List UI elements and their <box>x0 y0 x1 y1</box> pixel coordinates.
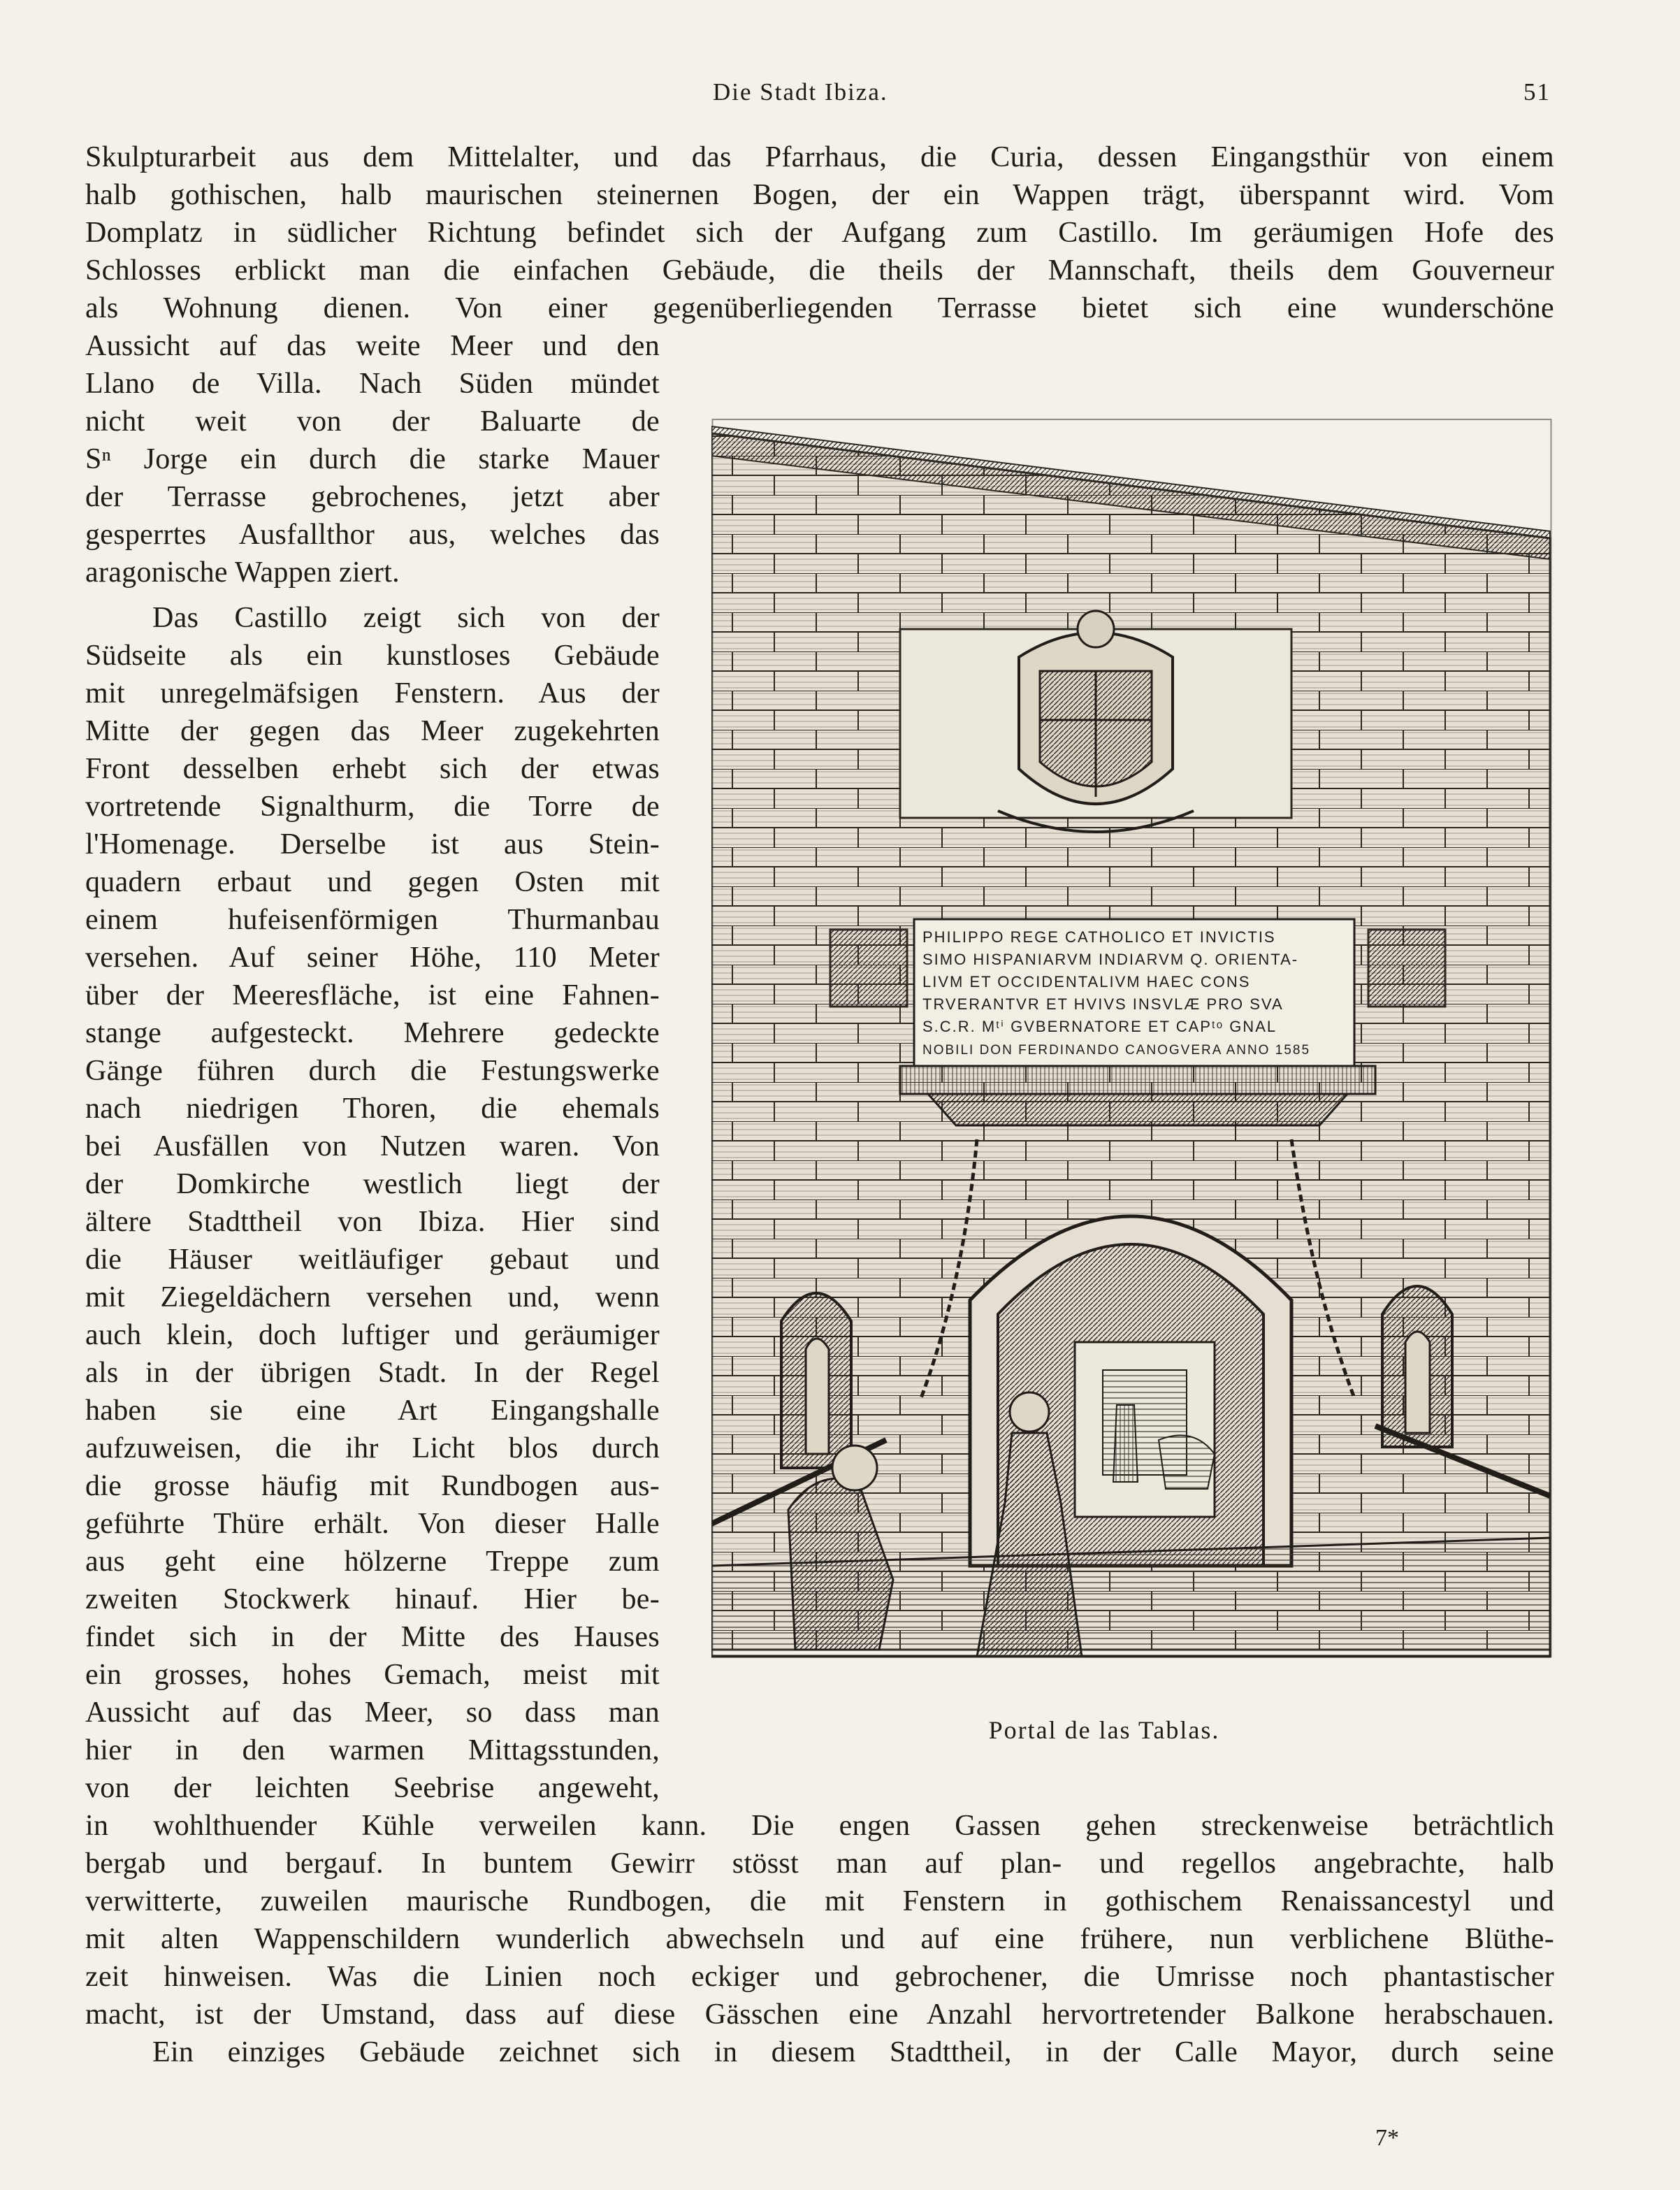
text-line: nach niedrigen Thoren, die ehemals <box>85 1093 660 1125</box>
text-line: bergab und bergauf. In buntem Gewirr stösst man auf plan- und regellos angebrachte, halb <box>85 1847 1554 1880</box>
text-line: Llano de Villa. Nach Süden mündet <box>85 368 660 400</box>
text-line: der Domkirche westlich liegt der <box>85 1168 660 1200</box>
text-line: zweiten Stockwerk hinauf. Hier be- <box>85 1583 660 1615</box>
text-line: quadern erbaut und gegen Osten mit <box>85 866 660 898</box>
text-line: Skulpturarbeit aus dem Mittelalter, und das Pfarrhaus, die Curia, dessen Eingangsthür von einem <box>85 141 1554 173</box>
figure-caption: Portal de las Tablas. <box>988 1716 1220 1744</box>
running-head-title: Die Stadt Ibiza. <box>713 78 888 106</box>
text-line: die grosse häufig mit Rundbogen aus- <box>85 1470 660 1502</box>
text-line: macht, ist der Umstand, dass auf diese Gässchen eine Anzahl hervortretender Balkone herabschauen. <box>85 1998 1554 2031</box>
text-line: aragonische Wappen ziert. <box>85 556 400 589</box>
inscription-line: NOBILI DON FERDINANDO CANOGVERA ANNO 1585 <box>922 1043 1311 1058</box>
text-line: haben sie eine Art Eingangshalle <box>85 1395 660 1427</box>
text-line: ältere Stadttheil von Ibiza. Hier sind <box>85 1206 660 1238</box>
inscription-line: TRVERANTVR ET HVIVS INSVLÆ PRO SVA <box>922 995 1284 1013</box>
text-line: auch klein, doch luftiger und geräumiger <box>85 1319 660 1351</box>
text-line: halb gothischen, halb maurischen steinernen Bogen, der ein Wappen trägt, überspannt wird. Vom <box>85 179 1554 211</box>
text-line: Gänge führen durch die Festungswerke <box>85 1055 660 1087</box>
text-line: der Terrasse gebrochenes, jetzt aber <box>85 481 660 513</box>
inscription-line: PHILIPPO REGE CATHOLICO ET INVICTIS <box>922 928 1276 946</box>
text-line: nicht weit von der Baluarte de <box>85 405 660 438</box>
text-line: hier in den warmen Mittagsstunden, <box>85 1734 660 1766</box>
text-line: geführte Thüre erhält. Von dieser Halle <box>85 1508 660 1540</box>
text-line: Domplatz in südlicher Richtung befindet sich der Aufgang zum Castillo. Im geräumigen Hofe des <box>85 217 1554 249</box>
text-line: Aussicht auf das weite Meer und den <box>85 330 660 362</box>
text-line: Sⁿ Jorge ein durch die starke Mauer <box>85 443 660 475</box>
text-line: von der leichten Seebrise angeweht, <box>85 1772 660 1804</box>
text-line: aufzuweisen, die ihr Licht blos durch <box>85 1432 660 1464</box>
text-line: mit alten Wappenschildern wunderlich abwechseln und auf eine frühere, nun verblichene Blüthe- <box>85 1923 1554 1955</box>
text-line: mit Ziegeldächern versehen und, wenn <box>85 1281 660 1313</box>
text-line: als Wohnung dienen. Von einer gegenüberliegenden Terrasse bietet sich eine wunderschöne <box>85 292 1554 324</box>
text-line: ein grosses, hohes Gemach, meist mit <box>85 1659 660 1691</box>
text-line: Aussicht auf das Meer, so dass man <box>85 1696 660 1729</box>
text-line: über der Meeresfläche, ist eine Fahnen- <box>85 979 660 1011</box>
text-line: versehen. Auf seiner Höhe, 110 Meter <box>85 942 660 974</box>
text-line: Schlosses erblickt man die einfachen Gebäude, die theils der Mannschaft, theils dem Gouverneur <box>85 254 1554 287</box>
signature-mark: 7* <box>1375 2125 1399 2151</box>
inscription-line: SIMO HISPANIARVM INDIARVM Q. ORIENTA- <box>922 951 1299 968</box>
text-line: mit unregelmäfsigen Fenstern. Aus der <box>85 677 660 709</box>
text-line: einem hufeisenförmigen Thurmanbau <box>85 904 660 936</box>
text-line: l'Homenage. Derselbe ist aus Stein- <box>85 828 660 860</box>
text-line: findet sich in der Mitte des Hauses <box>85 1621 660 1653</box>
text-line: Ein einziges Gebäude zeichnet sich in diesem Stadttheil, in der Calle Mayor, durch seine <box>152 2036 1554 2068</box>
text-line: gesperrtes Ausfallthor aus, welches das <box>85 519 660 551</box>
engraving-figure <box>711 377 1553 1699</box>
inscription-line: LIVM ET OCCIDENTALIVM HAEC CONS <box>922 973 1251 990</box>
portal-illustration <box>711 377 1553 1699</box>
text-line: Mitte der gegen das Meer zugekehrten <box>85 715 660 747</box>
text-line: Front desselben erhebt sich der etwas <box>85 753 660 785</box>
inscription-line: S.C.R. Mᵗⁱ GVBERNATORE ET CAPᵗᵒ GNAL <box>922 1018 1277 1035</box>
text-line: als in der übrigen Stadt. In der Regel <box>85 1357 660 1389</box>
page-number: 51 <box>1523 78 1551 106</box>
text-line: vortretende Signalthurm, die Torre de <box>85 791 660 823</box>
text-line: Das Castillo zeigt sich von der <box>152 602 660 634</box>
text-line: Südseite als ein kunstloses Gebäude <box>85 640 660 672</box>
text-line: zeit hinweisen. Was die Linien noch eckiger und gebrochener, die Umrisse noch phantastischer <box>85 1961 1554 1993</box>
text-line: in wohlthuender Kühle verweilen kann. Die engen Gassen gehen streckenweise beträchtlich <box>85 1810 1554 1842</box>
text-line: aus geht eine hölzerne Treppe zum <box>85 1546 660 1578</box>
text-line: die Häuser weitläufiger gebaut und <box>85 1244 660 1276</box>
text-line: stange aufgesteckt. Mehrere gedeckte <box>85 1017 660 1049</box>
running-head <box>0 78 1680 113</box>
text-line: bei Ausfällen von Nutzen waren. Von <box>85 1130 660 1162</box>
text-line: verwitterte, zuweilen maurische Rundbogen, die mit Fenstern in gothischem Renaissancestyl und <box>85 1885 1554 1917</box>
